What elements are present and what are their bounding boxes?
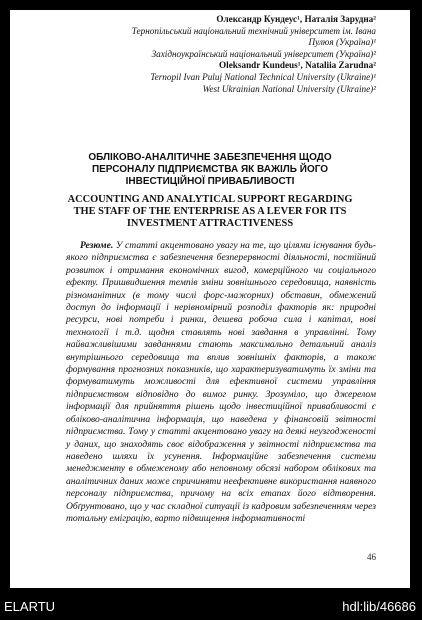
author-block — [10, 14, 376, 95]
title-ukrainian: ОБЛІКОВО-АНАЛІТИЧНЕ ЗАБЕЗПЕЧЕННЯ ЩОДО ПЕРСОНАЛУ ПІДПРИЄМСТВА ЯК ВАЖІЛЬ ЙОГО ІНВЕСТИЦІЙНОЇ ПРИВАБЛИВОСТІ — [88, 152, 332, 188]
title-english: ACCOUNTING AND ANALYTICAL SUPPORT REGARDING THE STAFF OF THE ENTERPRISE AS A LEVER FOR ITS INVESTMENT ATTRACTIVENESS — [67, 194, 353, 230]
authors-uk: Олександр Кундеус¹, Наталія Зарудна² — [216, 14, 376, 24]
repository-footer — [0, 590, 422, 620]
handle-id: hdl:lib/46686 — [342, 599, 416, 614]
affiliation-uk-1a: Тернопільський національний технічний університет ім. Івана — [131, 25, 376, 36]
abstract-text: У статті акцентовано увагу на те, що цілями існування будь-якого підприємства є забезпечення безперервності діяльності, постійний розвиток і отримання економічних вигод, комерційного чи соціального ефекту. Пришвидшення темпів зміни зовнішнього середовища, наявність різноманітних (в тому числі форс-мажорних) обставин, обмежений доступ до інформації і нерівномірний розподіл факторів як: природні ресурси, нові потреби і ринки, дешева робоча сила і капітал, нові технології і т.д. щодня ставлять нові завдання в управлінні. Тому найважливішими завданнями стають максимально детальний аналіз внутрішнього середовища та вплив зовнішніх факторів, а також формування прогнозних показників, що характеризуватимуть їх зміни та формуватимуть можливості для ефективної системи управління підприємством відповідно до вимог ринку. Зрозуміло, що джерелом інформації для прийняття рішень щодо інвестиційної привабливості є обліково-аналітична інформація, що наведена у фінансовій звітності підприємства. Тому у статті акцентовано увагу на деякі неузгодженості у даних, що знаходять своє відображення у звітності підприємства та наведено шляхи їх усунення. Інформаційне забезпечення системи менеджменту в обмеженому або неповному обсязі набором облікових та аналітичних даних може спричиняти неефективне використання наявного персоналу підприємства, причому на всіх етапах його відтворення. Обґрунтовано, що у час складної ситуації із кадровим забезпеченням через тотальну еміграцію, варто підвищення інформативності — [66, 240, 376, 524]
affiliation-uk-2: Західноукраїнський національний університет (Україна)² — [151, 48, 376, 59]
page-number: 46 — [367, 552, 376, 562]
document-page — [10, 10, 410, 588]
authors-en: Oleksandr Kundeus¹, Nataliia Zarudna² — [219, 60, 376, 71]
repository-name: ELARTU — [4, 599, 56, 614]
abstract-paragraph — [66, 240, 376, 525]
abstract-label: Резюме. — [80, 240, 114, 251]
affiliation-en-1: Ternopil Ivan Puluj National Technical University (Ukraine)¹ — [150, 71, 376, 82]
affiliation-en-2: West Ukrainian National University (Ukraine)² — [202, 83, 376, 94]
affiliation-uk-1b: Пулюя (Україна)¹ — [308, 37, 376, 48]
